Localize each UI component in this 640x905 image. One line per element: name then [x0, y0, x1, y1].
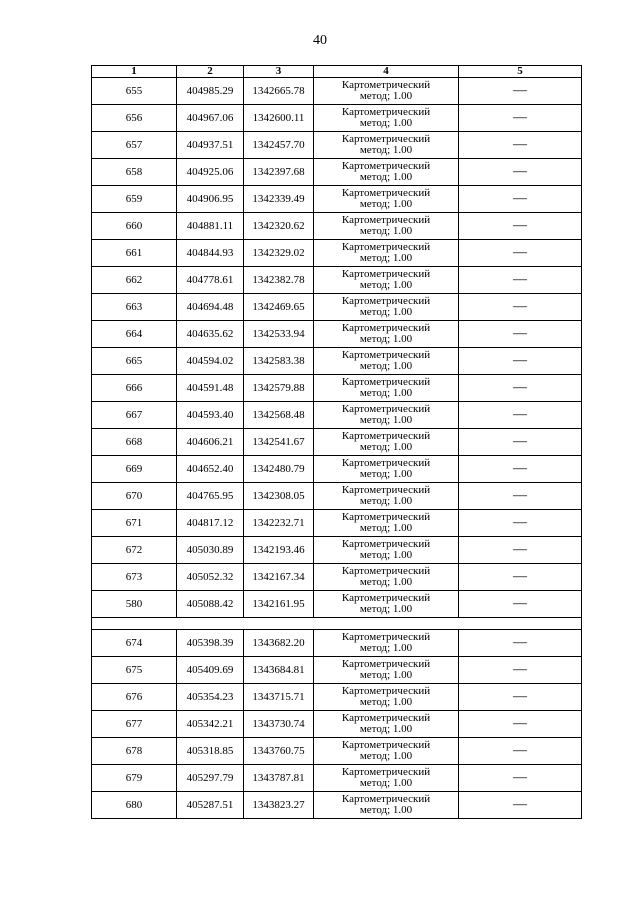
table-row [92, 483, 582, 510]
point-number-cell: 675 [92, 657, 177, 684]
method-name: Картометрический [341, 322, 431, 334]
method-accuracy: метод; 1.00 [359, 804, 413, 816]
x-coordinate-cell: 404606.21 [177, 429, 244, 456]
method-cell [314, 684, 459, 711]
point-number-cell: 665 [92, 348, 177, 375]
y-coordinate-cell: 1342232.71 [244, 510, 314, 537]
method-name: Картометрический [341, 106, 431, 118]
note-cell: — [459, 738, 582, 765]
method-cell [314, 294, 459, 321]
y-coordinate-cell: 1343715.71 [244, 684, 314, 711]
method-accuracy: метод; 1.00 [359, 642, 413, 654]
point-number-cell: 666 [92, 375, 177, 402]
x-coordinate-cell: 404652.40 [177, 456, 244, 483]
method-cell [314, 159, 459, 186]
method-name: Картометрический [341, 403, 431, 415]
y-coordinate-cell: 1342167.34 [244, 564, 314, 591]
method-accuracy: метод; 1.00 [359, 279, 413, 291]
method-name: Картометрический [341, 241, 431, 253]
method-accuracy: метод; 1.00 [359, 777, 413, 789]
header-row [92, 66, 582, 78]
method-cell [314, 267, 459, 294]
point-number-cell: 670 [92, 483, 177, 510]
point-number-cell: 679 [92, 765, 177, 792]
table-row [92, 186, 582, 213]
method-cell [314, 213, 459, 240]
method-name: Картометрический [341, 457, 431, 469]
point-number-cell: 659 [92, 186, 177, 213]
y-coordinate-cell: 1342382.78 [244, 267, 314, 294]
method-cell [314, 429, 459, 456]
method-cell [314, 564, 459, 591]
method-name: Картометрический [341, 538, 431, 550]
point-number-cell: 657 [92, 132, 177, 159]
table-row [92, 738, 582, 765]
table-row [92, 321, 582, 348]
method-accuracy: метод; 1.00 [359, 225, 413, 237]
point-number-cell: 668 [92, 429, 177, 456]
note-cell: — [459, 294, 582, 321]
x-coordinate-cell: 404937.51 [177, 132, 244, 159]
method-cell [314, 456, 459, 483]
table-body [92, 66, 582, 819]
table-row [92, 564, 582, 591]
y-coordinate-cell: 1342541.67 [244, 429, 314, 456]
method-name: Картометрический [341, 187, 431, 199]
method-cell [314, 591, 459, 618]
table-row [92, 240, 582, 267]
table-row [92, 375, 582, 402]
x-coordinate-cell: 404591.48 [177, 375, 244, 402]
separator-cell [92, 618, 582, 630]
method-name: Картометрический [341, 658, 431, 670]
y-coordinate-cell: 1343823.27 [244, 792, 314, 819]
method-name: Картометрический [341, 592, 431, 604]
y-coordinate-cell: 1342308.05 [244, 483, 314, 510]
note-cell: — [459, 186, 582, 213]
note-cell: — [459, 105, 582, 132]
table-row [92, 792, 582, 819]
point-number-cell: 580 [92, 591, 177, 618]
header-cell: 5 [459, 66, 582, 78]
note-cell: — [459, 240, 582, 267]
method-accuracy: метод; 1.00 [359, 495, 413, 507]
x-coordinate-cell: 404765.95 [177, 483, 244, 510]
method-accuracy: метод; 1.00 [359, 549, 413, 561]
header-cell: 1 [92, 66, 177, 78]
x-coordinate-cell: 404694.48 [177, 294, 244, 321]
method-cell [314, 483, 459, 510]
table-row [92, 132, 582, 159]
header-cell: 4 [314, 66, 459, 78]
method-accuracy: метод; 1.00 [359, 360, 413, 372]
table-row [92, 510, 582, 537]
method-accuracy: метод; 1.00 [359, 441, 413, 453]
method-name: Картометрический [341, 685, 431, 697]
method-name: Картометрический [341, 295, 431, 307]
method-cell [314, 510, 459, 537]
y-coordinate-cell: 1342480.79 [244, 456, 314, 483]
table-row [92, 711, 582, 738]
point-number-cell: 674 [92, 630, 177, 657]
x-coordinate-cell: 405354.23 [177, 684, 244, 711]
table-row [92, 159, 582, 186]
point-number-cell: 677 [92, 711, 177, 738]
point-number-cell: 661 [92, 240, 177, 267]
method-cell [314, 375, 459, 402]
note-cell: — [459, 591, 582, 618]
method-name: Картометрический [341, 631, 431, 643]
x-coordinate-cell: 404817.12 [177, 510, 244, 537]
method-accuracy: метод; 1.00 [359, 387, 413, 399]
method-accuracy: метод; 1.00 [359, 750, 413, 762]
y-coordinate-cell: 1342568.48 [244, 402, 314, 429]
method-accuracy: метод; 1.00 [359, 696, 413, 708]
x-coordinate-cell: 404906.95 [177, 186, 244, 213]
method-cell [314, 78, 459, 105]
y-coordinate-cell: 1342320.62 [244, 213, 314, 240]
method-name: Картометрический [341, 484, 431, 496]
note-cell: — [459, 510, 582, 537]
x-coordinate-cell: 405409.69 [177, 657, 244, 684]
x-coordinate-cell: 405287.51 [177, 792, 244, 819]
method-cell [314, 792, 459, 819]
method-cell [314, 765, 459, 792]
y-coordinate-cell: 1342397.68 [244, 159, 314, 186]
method-accuracy: метод; 1.00 [359, 90, 413, 102]
table-row [92, 684, 582, 711]
point-number-cell: 676 [92, 684, 177, 711]
group-separator-row [92, 618, 582, 630]
point-number-cell: 678 [92, 738, 177, 765]
y-coordinate-cell: 1342600.11 [244, 105, 314, 132]
point-number-cell: 664 [92, 321, 177, 348]
method-name: Картометрический [341, 766, 431, 778]
method-accuracy: метод; 1.00 [359, 414, 413, 426]
note-cell: — [459, 564, 582, 591]
method-accuracy: метод; 1.00 [359, 306, 413, 318]
method-cell [314, 738, 459, 765]
method-accuracy: метод; 1.00 [359, 333, 413, 345]
method-accuracy: метод; 1.00 [359, 723, 413, 735]
method-name: Картометрический [341, 133, 431, 145]
x-coordinate-cell: 404925.06 [177, 159, 244, 186]
note-cell: — [459, 684, 582, 711]
y-coordinate-cell: 1342329.02 [244, 240, 314, 267]
y-coordinate-cell: 1342193.46 [244, 537, 314, 564]
point-number-cell: 667 [92, 402, 177, 429]
method-cell [314, 711, 459, 738]
note-cell: — [459, 657, 582, 684]
note-cell: — [459, 348, 582, 375]
method-cell [314, 321, 459, 348]
x-coordinate-cell: 404778.61 [177, 267, 244, 294]
header-cell: 2 [177, 66, 244, 78]
table-row [92, 348, 582, 375]
note-cell: — [459, 765, 582, 792]
point-number-cell: 662 [92, 267, 177, 294]
method-accuracy: метод; 1.00 [359, 117, 413, 129]
method-accuracy: метод; 1.00 [359, 669, 413, 681]
method-name: Картометрический [341, 214, 431, 226]
method-name: Картометрический [341, 793, 431, 805]
note-cell: — [459, 483, 582, 510]
y-coordinate-cell: 1342583.38 [244, 348, 314, 375]
method-accuracy: метод; 1.00 [359, 603, 413, 615]
method-name: Картометрический [341, 79, 431, 91]
point-number-cell: 673 [92, 564, 177, 591]
table-row [92, 78, 582, 105]
x-coordinate-cell: 404967.06 [177, 105, 244, 132]
y-coordinate-cell: 1343684.81 [244, 657, 314, 684]
x-coordinate-cell: 405318.85 [177, 738, 244, 765]
table-row [92, 657, 582, 684]
table-row [92, 294, 582, 321]
method-name: Картометрический [341, 739, 431, 751]
point-number-cell: 663 [92, 294, 177, 321]
coordinates-table [91, 65, 582, 819]
x-coordinate-cell: 404844.93 [177, 240, 244, 267]
y-coordinate-cell: 1343682.20 [244, 630, 314, 657]
y-coordinate-cell: 1342161.95 [244, 591, 314, 618]
method-accuracy: метод; 1.00 [359, 252, 413, 264]
method-accuracy: метод; 1.00 [359, 468, 413, 480]
y-coordinate-cell: 1342469.65 [244, 294, 314, 321]
method-name: Картометрический [341, 712, 431, 724]
x-coordinate-cell: 405342.21 [177, 711, 244, 738]
method-accuracy: метод; 1.00 [359, 198, 413, 210]
x-coordinate-cell: 404593.40 [177, 402, 244, 429]
y-coordinate-cell: 1342457.70 [244, 132, 314, 159]
point-number-cell: 660 [92, 213, 177, 240]
method-name: Картометрический [341, 565, 431, 577]
table-row [92, 267, 582, 294]
method-name: Картометрический [341, 376, 431, 388]
y-coordinate-cell: 1343760.75 [244, 738, 314, 765]
x-coordinate-cell: 405030.89 [177, 537, 244, 564]
method-cell [314, 348, 459, 375]
method-name: Картометрический [341, 349, 431, 361]
method-cell [314, 132, 459, 159]
x-coordinate-cell: 405398.39 [177, 630, 244, 657]
y-coordinate-cell: 1342579.88 [244, 375, 314, 402]
method-accuracy: метод; 1.00 [359, 171, 413, 183]
table-row [92, 591, 582, 618]
note-cell: — [459, 267, 582, 294]
note-cell: — [459, 429, 582, 456]
y-coordinate-cell: 1343730.74 [244, 711, 314, 738]
method-accuracy: метод; 1.00 [359, 144, 413, 156]
table-row [92, 213, 582, 240]
note-cell: — [459, 159, 582, 186]
header-cell: 3 [244, 66, 314, 78]
method-name: Картометрический [341, 511, 431, 523]
note-cell: — [459, 456, 582, 483]
x-coordinate-cell: 404881.11 [177, 213, 244, 240]
y-coordinate-cell: 1342339.49 [244, 186, 314, 213]
method-cell [314, 537, 459, 564]
table-row [92, 537, 582, 564]
method-name: Картометрический [341, 268, 431, 280]
point-number-cell: 672 [92, 537, 177, 564]
y-coordinate-cell: 1342533.94 [244, 321, 314, 348]
method-cell [314, 630, 459, 657]
method-accuracy: метод; 1.00 [359, 576, 413, 588]
point-number-cell: 655 [92, 78, 177, 105]
point-number-cell: 669 [92, 456, 177, 483]
method-cell [314, 657, 459, 684]
note-cell: — [459, 321, 582, 348]
x-coordinate-cell: 405297.79 [177, 765, 244, 792]
point-number-cell: 658 [92, 159, 177, 186]
method-cell [314, 402, 459, 429]
table-row [92, 429, 582, 456]
note-cell: — [459, 132, 582, 159]
method-cell [314, 105, 459, 132]
table-row [92, 456, 582, 483]
note-cell: — [459, 78, 582, 105]
point-number-cell: 656 [92, 105, 177, 132]
note-cell: — [459, 630, 582, 657]
page-number: 40 [313, 33, 327, 48]
method-accuracy: метод; 1.00 [359, 522, 413, 534]
table-row [92, 105, 582, 132]
x-coordinate-cell: 404635.62 [177, 321, 244, 348]
method-name: Картометрический [341, 430, 431, 442]
table-row [92, 630, 582, 657]
y-coordinate-cell: 1343787.81 [244, 765, 314, 792]
y-coordinate-cell: 1342665.78 [244, 78, 314, 105]
x-coordinate-cell: 404985.29 [177, 78, 244, 105]
table-row [92, 765, 582, 792]
method-cell [314, 186, 459, 213]
point-number-cell: 680 [92, 792, 177, 819]
note-cell: — [459, 213, 582, 240]
point-number-cell: 671 [92, 510, 177, 537]
method-name: Картометрический [341, 160, 431, 172]
x-coordinate-cell: 405088.42 [177, 591, 244, 618]
note-cell: — [459, 537, 582, 564]
note-cell: — [459, 711, 582, 738]
note-cell: — [459, 792, 582, 819]
table-row [92, 402, 582, 429]
x-coordinate-cell: 404594.02 [177, 348, 244, 375]
method-cell [314, 240, 459, 267]
note-cell: — [459, 375, 582, 402]
note-cell: — [459, 402, 582, 429]
x-coordinate-cell: 405052.32 [177, 564, 244, 591]
